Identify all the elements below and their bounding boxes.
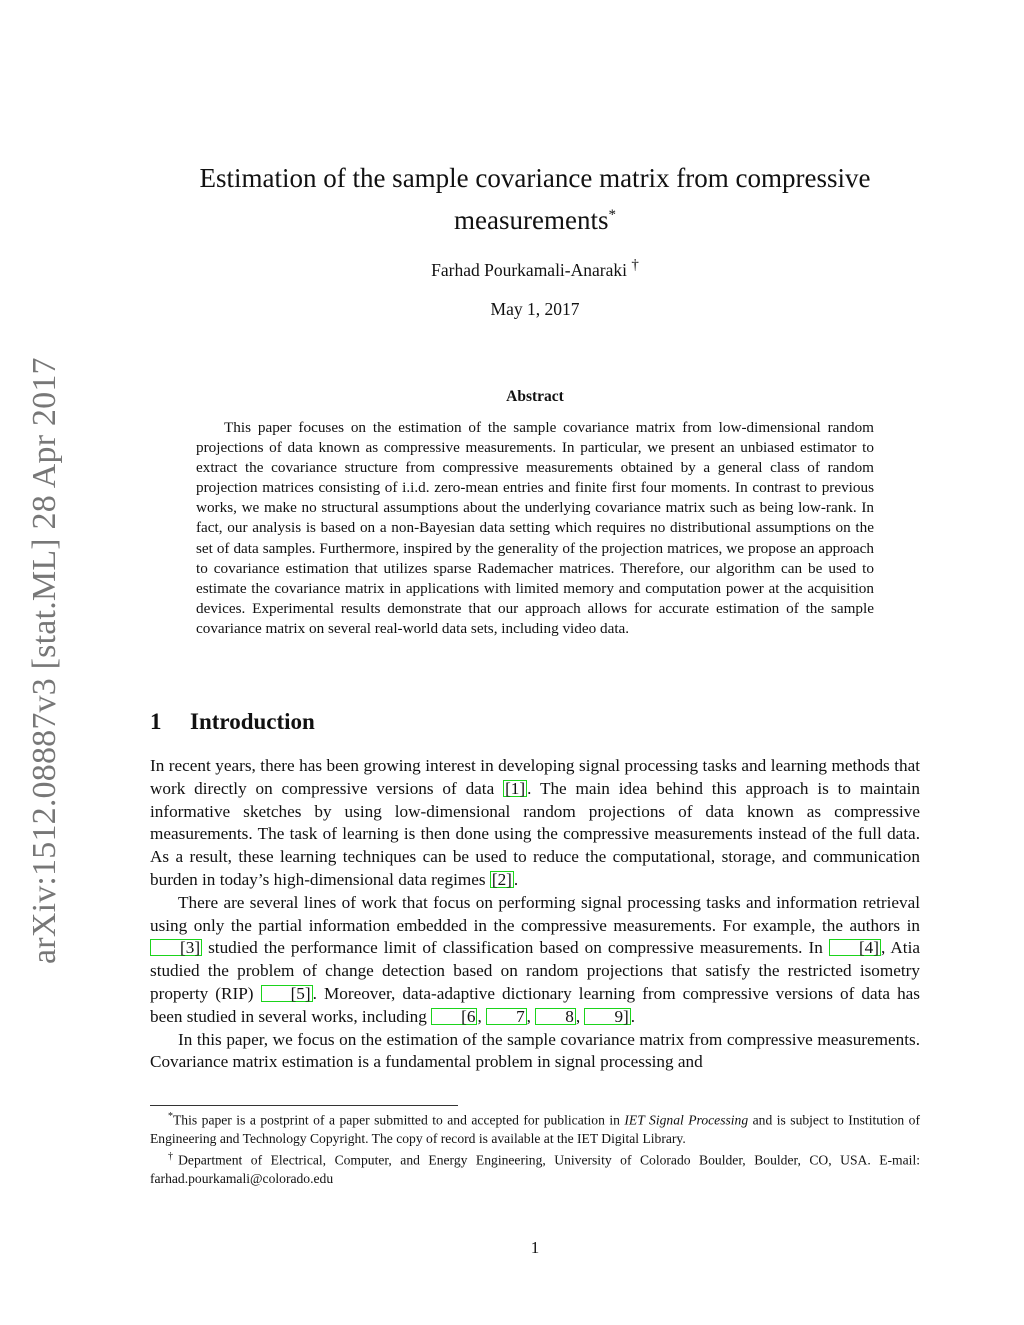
p2-text-end: .	[630, 1006, 636, 1026]
footnote-2	[150, 1148, 920, 1188]
paper-date: May 1, 2017	[490, 299, 580, 319]
p2-text-c: , Atia studied the problem of change detection based on random projections that satisfy the restricted isometry property (RIP)	[150, 938, 920, 1003]
author-line	[150, 257, 920, 281]
footnote-1-text-a: This paper is a postprint of a paper submitted to and accepted for publication in	[173, 1112, 625, 1128]
intro-body	[150, 755, 920, 1074]
abstract-heading: Abstract	[506, 388, 564, 405]
footnotes	[150, 1108, 920, 1189]
footnote-1-text-b: and is subject to Institution of Engineering and Technology Copyright. The copy of record is available at the IET Digital Library.	[150, 1112, 920, 1146]
author-name: Farhad Pourkamali-Anaraki	[431, 259, 627, 280]
p2-text-d: . Moreover, data-adaptive dictionary learning from compressive versions of data has been studied in several works, including	[150, 983, 920, 1026]
citation-7[interactable]: 7	[486, 1008, 527, 1025]
citation-2[interactable]: [2]	[491, 869, 512, 889]
paper-title-text: Estimation of the sample covariance matrix from compressive measurements	[199, 163, 871, 235]
title-footnote-mark[interactable]: *	[608, 207, 616, 223]
citation-3[interactable]: [3]	[150, 939, 202, 956]
citation-8[interactable]: 8	[535, 1008, 576, 1025]
footnote-divider	[150, 1105, 458, 1106]
citation-separator-3: ,	[575, 1006, 585, 1026]
intro-paragraph-2	[150, 892, 920, 1029]
author-footnote-mark[interactable]: †	[631, 257, 639, 273]
footnote-1-mark: *	[168, 1111, 173, 1122]
citation-9[interactable]: 9]	[584, 1008, 630, 1025]
footnote-2-mark: †	[168, 1151, 179, 1163]
p2-text-a: There are several lines of work that focus on performing signal processing tasks and information retrieval using only the partial information embedded in the compressive measurements. For example, the authors in	[150, 892, 920, 935]
paper-title	[150, 160, 920, 239]
section-number: 1	[150, 709, 162, 734]
footnote-1-journal: IET Signal Processing	[624, 1112, 749, 1128]
arxiv-identifier: arXiv:1512.08887v3 [stat.ML] 28 Apr 2017	[26, 357, 63, 964]
citation-4[interactable]: [4]	[829, 939, 881, 956]
abstract-text: This paper focuses on the estimation of the sample covariance matrix from low-dimensional random projections of data known as compressive measurements. In particular, we present an unbiased estimator to extract the covariance structure from compressive measurements obtained by a general class of random projection matrices consisting of i.i.d. zero-mean entries and finite first four moments. In contrast to previous works, we make no structural assumptions about the underlying covariance matrix such as being low-rank. In fact, our analysis is based on a non-Bayesian data setting which requires no distributional assumptions on the set of data samples. Furthermore, inspired by the generality of the projection matrices, we propose an approach to covariance estimation that utilizes sparse Rademacher matrices. Therefore, our algorithm can be used to estimate the covariance matrix in applications with limited memory and computation power at the acquisition devices. Experimental results demonstrate that our approach allows for accurate estimation of the sample covariance matrix on several real-world data sets, including video data.	[196, 419, 874, 637]
intro-paragraph-3: In this paper, we focus on the estimation of the sample covariance matrix from compressive measurements. Covariance matrix estimation is a fundamental problem in signal processing and	[150, 1029, 920, 1072]
citation-1[interactable]: [1]	[505, 778, 526, 798]
p1-text-end: .	[513, 869, 519, 889]
citation-separator-1: ,	[477, 1006, 487, 1026]
p1-text-b: . The main idea behind this approach is to maintain informative sketches by using low-dimensional random projections of data known as compressive measurements. The task of learning is then done using the compressive measurements instead of the full data. As a result, these learning techniques can be used to reduce the computational, storage, and communication burden in today’s high-dimensional data regimes	[150, 778, 920, 889]
intro-paragraph-1	[150, 755, 920, 892]
citation-5[interactable]: [5]	[261, 985, 313, 1002]
page-number: 1	[530, 1238, 540, 1257]
footnote-1	[150, 1108, 920, 1148]
p1-text-a: In recent years, there has been growing interest in developing signal processing tasks and learning methods that work directly on compressive versions of data	[150, 756, 920, 798]
p2-text-b: studied the performance limit of classification based on compressive measurements. In	[202, 938, 829, 958]
citation-6[interactable]: [6	[431, 1008, 477, 1025]
citation-separator-2: ,	[526, 1006, 536, 1026]
footnote-2-text: Department of Electrical, Computer, and Energy Engineering, University of Colorado Boulder, Boulder, CO, USA. E-mail: farhad.pourkamali@colorado.edu	[150, 1152, 920, 1187]
section-title: Introduction	[190, 709, 315, 734]
section-heading	[150, 709, 315, 735]
